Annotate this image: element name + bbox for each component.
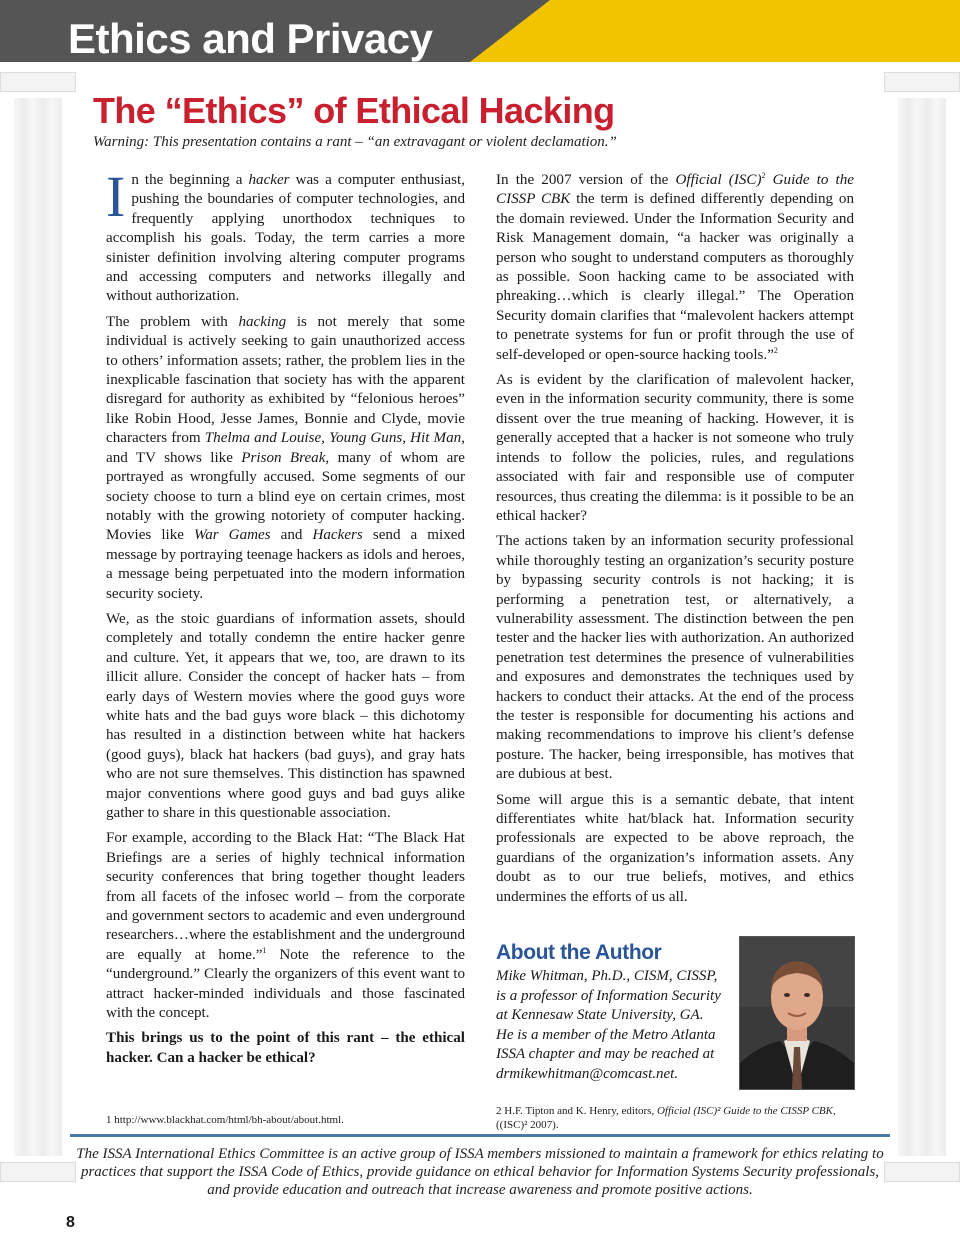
paragraph-bold: This brings us to the point of this rant – the ethical hacker. Can a hacker be ethical? <box>106 1030 465 1066</box>
author-photo <box>739 936 855 1090</box>
footnote-ref: 1 <box>262 945 267 955</box>
committee-statement: The ISSA International Ethics Committee is an active group of ISSA members missioned to maintain a framework for ethics relating to practices that support the ISSA Code of Ethics, provide guidance on ethical behavior for Information Systems Security professionals, and provide education and outreach that increase awareness and promote positive actions. <box>76 1146 884 1198</box>
left-ornament-shaft <box>14 98 62 1156</box>
section-title: Ethics and Privacy <box>68 15 433 62</box>
footnote-2 <box>496 1104 856 1132</box>
paragraph <box>106 164 465 307</box>
about-line: ISSA chapter and may be reached at <box>496 1046 715 1062</box>
text-run: hacker <box>248 172 290 188</box>
about-line: Mike Whitman, Ph.D., CISM, CISSP, <box>496 968 718 984</box>
text-run: Note the reference to the “underground.” Clearly the organizers of this event want to attract hacker-minded individuals and those fascinated with the concept. <box>106 946 465 1022</box>
text-run: 2 H.F. Tipton and K. Henry, editors, <box>496 1105 657 1117</box>
header-band <box>0 0 960 62</box>
text-run: Thelma and Louise, Young Guns, Hit Man, <box>204 430 465 447</box>
page-number: 8 <box>66 1214 75 1231</box>
paragraph: As is evident by the clarification of malevolent hacker, even in the information security community, there is some dissent over the true meaning of hacking. However, it is generally accepted that a hacker is not someone who truly intends to follow the policies, rules, and regulations associated with fair and responsible use of computer resources, thus creating the dilemma: is it possible to be an ethical hacker? <box>496 372 854 524</box>
right-ornament-cap-bottom <box>884 1162 960 1182</box>
paragraph <box>106 829 465 1023</box>
paragraph: We, as the stoic guardians of information assets, should completely and totally condemn the entire hacker genre and culture. Yet, it appears that we, too, are drawn to its illicit allure. Consider the concept of hacker hats – from early days of Western movies where the good guys wore white hats and the bad guys wore black – this dichotomy has resulted in a distinction between white hat hackers (good guys), black hat hackers (bad guys), and gray hats who are not sure themselves. This distinction has spawned major conventions where good guys and bad guys alike gather to share in this questionable association. <box>106 610 465 821</box>
text-run: many of whom are portrayed as wrongfully accused. Some segments of our society choose to turn a blind eye on certain crimes, most notably with the growing notoriety of computer hacking. Movies like <box>106 449 465 544</box>
author-portrait-icon <box>740 937 854 1089</box>
drop-cap: I <box>106 164 126 229</box>
footer-divider <box>70 1134 890 1137</box>
text-run: Guide to the CISSP CBK <box>496 172 854 208</box>
text-run: send a mixed message by portraying teenage hackers as idols and heroes, a message being perpetuated into the modern information security society. <box>106 527 466 602</box>
left-ornament-cap-bottom <box>0 1162 76 1182</box>
text-run: was a computer enthusiast, pushing the boundaries of computer technologies, and frequently applying unorthodox techniques to accomplish his goals. Today, the term carries a more sinister definition involving altering computer programs and accessing computers and networks illegally and without authorization. <box>106 172 465 305</box>
about-author-text <box>496 967 732 1084</box>
paragraph <box>496 171 854 365</box>
text-run: The problem with <box>106 313 239 330</box>
about-line: He is a member of the Metro Atlanta <box>496 1026 716 1043</box>
about-author-heading: About the Author <box>496 941 662 964</box>
right-text-column <box>496 171 854 913</box>
text-run: Prison Break, <box>241 449 330 466</box>
about-line: drmikewhitman@comcast.net. <box>496 1065 679 1082</box>
right-ornament-shaft <box>898 98 946 1156</box>
right-column-ornament <box>884 72 960 1182</box>
article-subtitle: Warning: This presentation contains a rant – “an extravagant or violent declamation.” <box>93 134 617 150</box>
text-run: In the 2007 version of the <box>496 172 676 188</box>
footnote-1: 1 http://www.blackhat.com/html/bh-about/about.html. <box>106 1114 344 1126</box>
text-run: and <box>270 527 313 544</box>
article-title: The “Ethics” of Ethical Hacking <box>93 90 615 131</box>
paragraph: Some will argue this is a semantic debate, that intent differentiates white hat/black hat. Information security professionals are expected to be above reproach, the guardians of the organization’s information assets. Any doubt as to our true beliefs, motives, and ethics undermines the efforts of us all. <box>496 791 854 905</box>
superscript: 2 <box>761 170 766 180</box>
right-ornament-cap-top <box>884 72 960 92</box>
text-run: is not merely that some individual is actively seeking to gain unauthorized access to others’ information assets; rather, the problem lies in the inexplicable fascination that society has with the apparent disregard for authority as exhibited by “felonious heroes” like Robin Hood, Jesse James, Bonnie and Clyde, movie characters from <box>106 313 466 447</box>
text-run: n the beginning a <box>131 172 249 188</box>
text-run: For example, according to the Black Hat: “The Black Hat Briefings are a series of highly technical information security conferences that bring together thought leaders from all facets of the infosec world – from the corporate and government sectors to academic and even underground researchers…where the establishment and the underground are equally at home.” <box>106 830 465 963</box>
text-run: Official (ISC) <box>675 172 762 188</box>
text-run: and TV shows like <box>106 449 242 466</box>
header-band-yellow <box>470 0 960 62</box>
about-line: is a professor of Information Security <box>496 987 721 1004</box>
left-column-ornament <box>0 72 76 1182</box>
text-run: hacking <box>238 313 287 330</box>
text-run: the term is defined differently depending on the domain reviewed. Under the Information Security and Risk Management domain, “a hacker was originally a person who sought to understand computers as thoroughly as possible. Soon hacking came to be associated with phreaking…which is clearly illegal.” The Operation Security domain clarifies that “malevolent hackers attempt to penetrate systems for fun or profit through the use of self-developed or open-source hacking tools.” <box>496 191 854 363</box>
left-text-column <box>106 164 466 1074</box>
about-line: at Kennesaw State University, GA. <box>496 1007 704 1023</box>
text-run: Official (ISC)² Guide to the CISSP CBK, <box>656 1105 836 1117</box>
text-run: ((ISC)² 2007). <box>496 1119 559 1131</box>
left-ornament-cap-top <box>0 72 76 92</box>
text-run: War Games <box>194 527 271 544</box>
footnote-ref: 2 <box>773 345 778 355</box>
paragraph <box>106 313 465 604</box>
paragraph: The actions taken by an information security professional while thoroughly testing an organization’s security posture by bypassing security controls is not hacking; it is performing a penetration test, or alternatively, a vulnerability assessment. The distinction between the pen tester and the hacker lies with authorization. An authorized penetration test determines the presence of vulnerabilities and exposures and demonstrates the techniques used by hackers to conduct their attacks. At the end of the process the tester is responsible for documenting his actions and making recommendations to improve his client’s defense posture. The hacker, being irresponsible, has motives that are dubious at best. <box>496 533 854 783</box>
text-run: Hackers <box>312 527 363 544</box>
